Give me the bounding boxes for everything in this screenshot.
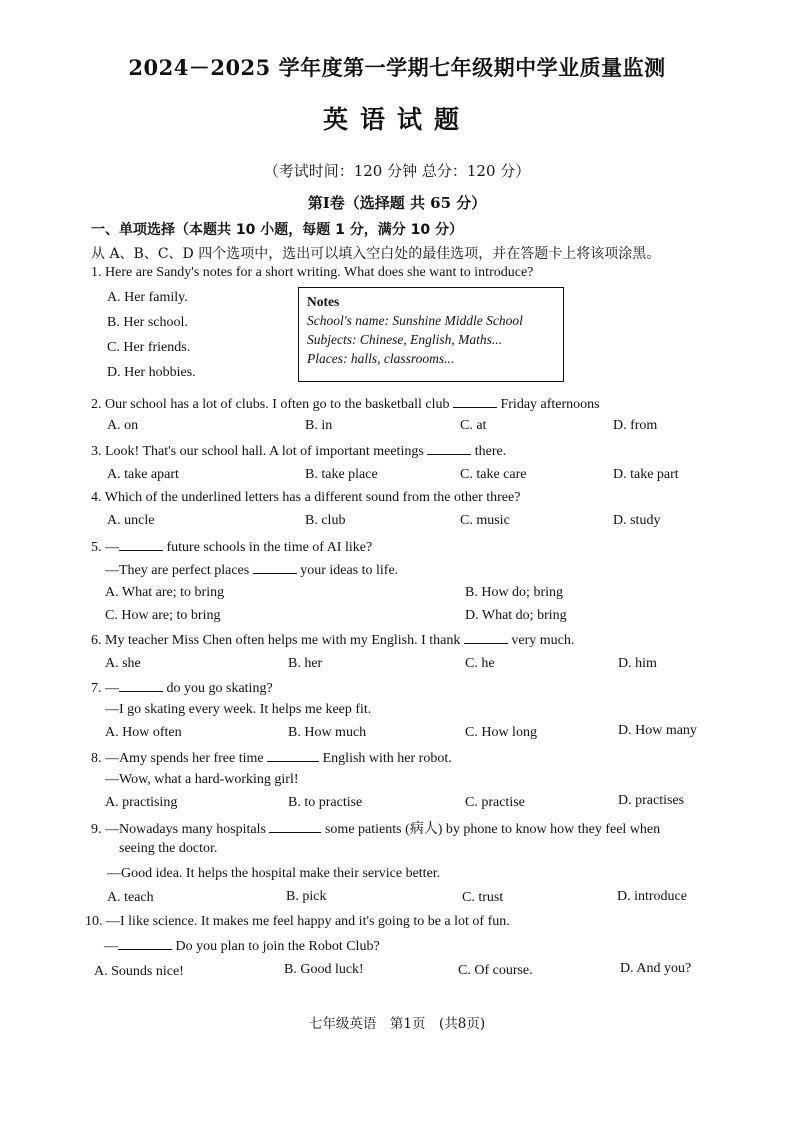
question-9-option-a: A. teach (107, 890, 154, 905)
question-5-option-a: A. What are; to bring (105, 585, 225, 600)
question-7-reply: —I go skating every week. It helps me keep fit. (105, 702, 372, 717)
question-5-option-b: B. How do; bring (465, 585, 563, 600)
question-8-option-b: B. to practise (288, 795, 363, 810)
question-4-option-c: C. music (460, 513, 510, 528)
question-10-option-a: A. Sounds nice! (94, 964, 184, 979)
question-8-option-c: C. practise (465, 795, 525, 810)
notes-line: School's name: Sunshine Middle School (307, 313, 523, 328)
question-8-option-d: D. practises (618, 793, 685, 808)
question-10-option-c: C. Of course. (458, 963, 533, 978)
question-3-option-a: A. take apart (107, 467, 179, 482)
question-text: 8. —Amy spends her free time (91, 751, 264, 766)
notes-line: Places: halls, classrooms... (307, 351, 455, 366)
question-text: —They are perfect places (105, 563, 250, 578)
question-9-stem-cont: seeing the doctor. (119, 841, 218, 856)
subject-title: 英语试题 (322, 105, 471, 134)
question-7-option-d: D. How many (618, 723, 697, 738)
question-10-option-d: D. And you? (620, 961, 692, 976)
question-2-option-c: C. at (460, 418, 487, 433)
question-10-option-b: B. Good luck! (284, 962, 364, 977)
question-7-option-a: A. How often (105, 725, 182, 740)
answer-blank (453, 395, 497, 408)
notes-box (298, 287, 564, 382)
question-text: some patients (病人) by phone to know how they feel when (324, 822, 661, 837)
question-2-stem (91, 395, 600, 413)
page-footer: 七年级英语 第1页 (共8页) (308, 1016, 486, 1032)
question-6-option-a: A. she (105, 656, 141, 671)
notes-title: Notes (307, 294, 340, 309)
question-text: 3. Look! That's our school hall. A lot of important meetings (91, 444, 424, 459)
answer-blank (269, 820, 321, 833)
question-text: English with her robot. (322, 751, 452, 766)
answer-blank (119, 679, 163, 692)
exam-info: （考试时间：120 分钟 总分：120 分） (263, 162, 531, 180)
question-6-option-b: B. her (288, 656, 323, 671)
question-7-stem (91, 679, 273, 697)
question-text: future schools in the time of AI like? (166, 540, 373, 555)
question-10-reply (104, 937, 380, 955)
answer-blank (253, 561, 297, 574)
question-9-option-c: C. trust (462, 890, 504, 905)
question-8-stem (91, 749, 452, 767)
question-2-option-b: B. in (305, 418, 333, 433)
notes-line: Subjects: Chinese, English, Maths... (307, 332, 502, 347)
question-9-stem (91, 818, 660, 838)
question-3-stem (91, 442, 506, 460)
question-8-option-a: A. practising (105, 795, 178, 810)
question-4-option-b: B. club (305, 513, 346, 528)
question-1-option-b: B. Her school. (107, 315, 188, 330)
question-6-option-c: C. he (465, 656, 495, 671)
question-text: Friday afternoons (500, 397, 600, 412)
question-8-reply: —Wow, what a hard-working girl! (105, 772, 299, 787)
question-text: 2. Our school has a lot of clubs. I often go to the basketball club (91, 397, 450, 412)
question-1-stem: 1. Here are Sandy's notes for a short writing. What does she want to introduce? (91, 265, 534, 280)
question-7-option-b: B. How much (288, 725, 367, 740)
question-5-reply (105, 561, 398, 579)
question-text: 9. —Nowadays many hospitals (91, 822, 266, 837)
question-text: do you go skating? (166, 681, 273, 696)
exam-title: 2024－2025 学年度第一学期七年级期中学业质量监测 (128, 55, 666, 80)
question-text: 6. My teacher Miss Chen often helps me with my English. I thank (91, 633, 461, 648)
question-4-option-a: A. uncle (107, 513, 155, 528)
question-5-option-c: C. How are; to bring (105, 608, 221, 623)
question-6-option-d: D. him (618, 656, 657, 671)
answer-blank (267, 749, 319, 762)
question-9-option-b: B. pick (286, 889, 327, 904)
question-5-option-d: D. What do; bring (465, 608, 567, 623)
question-3-option-b: B. take place (305, 467, 378, 482)
question-1-option-a: A. Her family. (107, 290, 188, 305)
question-text: — (104, 939, 118, 954)
answer-blank (119, 538, 163, 551)
question-7-option-c: C. How long (465, 725, 537, 740)
section-title: 一、单项选择（本题共 10 小题，每题 1 分，满分 10 分） (91, 222, 463, 238)
question-text: your ideas to life. (300, 563, 399, 578)
question-4-option-d: D. study (613, 513, 661, 528)
answer-blank (118, 937, 172, 950)
part-title: 第Ⅰ卷（选择题 共 65 分） (307, 194, 487, 212)
answer-blank (427, 442, 471, 455)
question-3-option-d: D. take part (613, 467, 679, 482)
question-3-option-c: C. take care (460, 467, 527, 482)
question-text: 7. — (91, 681, 119, 696)
question-text: there. (474, 444, 507, 459)
question-text: very much. (511, 633, 575, 648)
question-5-stem (91, 538, 372, 556)
question-text: Do you plan to join the Robot Club? (175, 939, 380, 954)
question-2-option-a: A. on (107, 418, 139, 433)
question-6-stem (91, 631, 574, 649)
question-1-option-c: C. Her friends. (107, 340, 191, 355)
question-10-stem: 10. —I like science. It makes me feel happy and it's going to be a lot of fun. (85, 914, 510, 929)
question-4-stem: 4. Which of the underlined letters has a different sound from the other three? (91, 490, 521, 505)
section-instruction: 从 A、B、C、D 四个选项中，选出可以填入空白处的最佳选项，并在答题卡上将该项涂黑。 (91, 246, 661, 262)
question-text: 5. — (91, 540, 119, 555)
answer-blank (464, 631, 508, 644)
question-2-option-d: D. from (613, 418, 658, 433)
question-9-reply: —Good idea. It helps the hospital make their service better. (107, 866, 441, 881)
question-9-option-d: D. introduce (617, 889, 687, 904)
question-1-option-d: D. Her hobbies. (107, 365, 196, 380)
